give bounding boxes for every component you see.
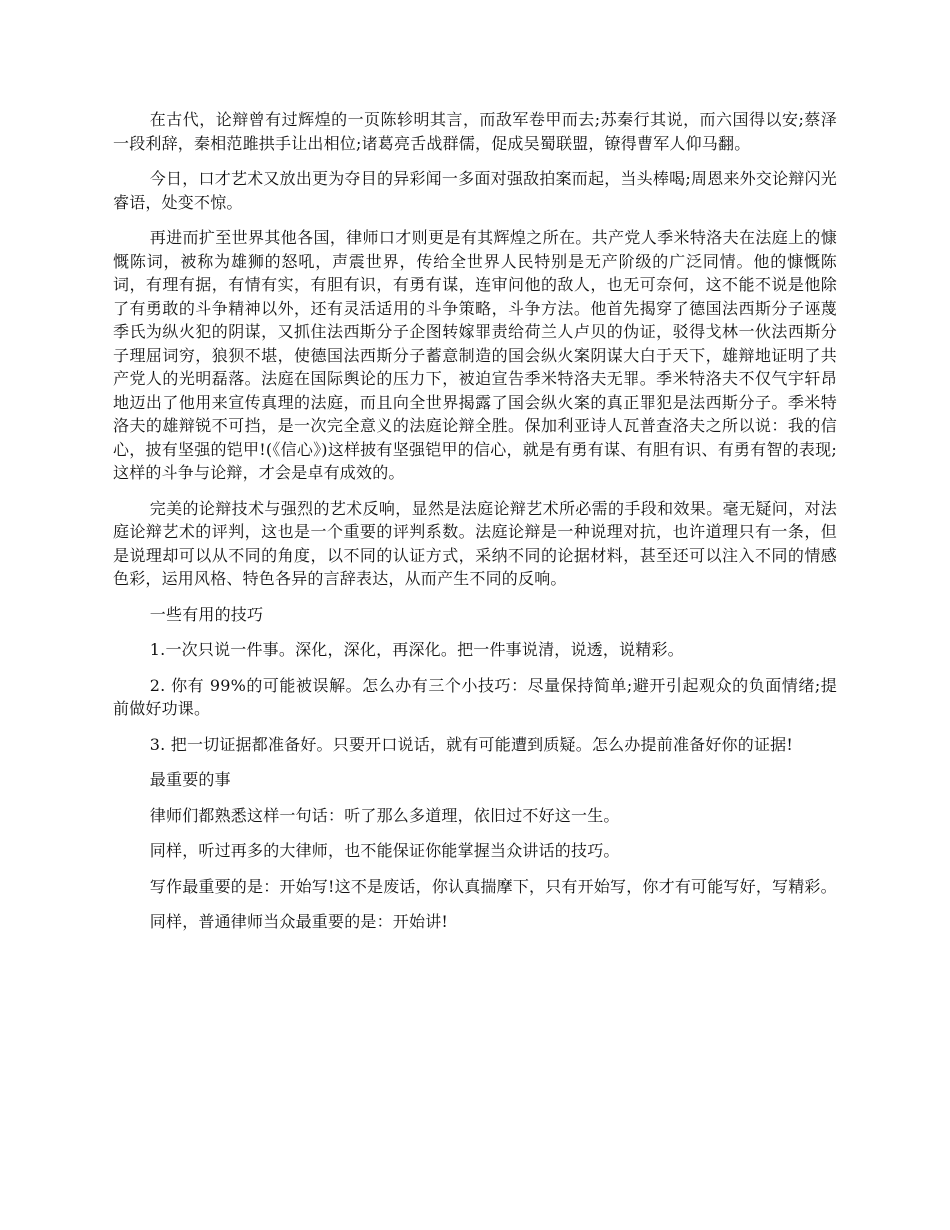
paragraph-modern-eloquence: 今日，口才艺术又放出更为夺目的异彩闻一多面对强敌拍案而起，当头棒喝;周恩来外交论辩闪光睿语，处变不惊。: [113, 169, 837, 212]
paragraph-start-speaking: 同样，普通律师当众最重要的是：开始讲!: [149, 912, 449, 931]
heading-most-important: 最重要的事: [149, 770, 231, 789]
paragraph-dimitrov-trial: 再进而扩至世界其他各国，律师口才则更是有其辉煌之所在。共产党人季米特洛夫在法庭上的慷慨陈词，被称为雄狮的怒吼，声震世界，传给全世界人民特别是无产阶级的广泛同情。他的慷慨陈词，有理有据，有情有实，有胆有识，有勇有谋，连审问他的敌人，也无可奈何，这不能不说是他除了有勇敢的斗争精神以外，还有灵活适用的斗争策略，斗争方法。他首先揭穿了德国法西斯分子诬蔑季氏为纵火犯的阴谋，又抓住法西斯分子企图转嫁罪责给荷兰人卢贝的伪证，驳得戈林一伙法西斯分子理屈词穷，狼狈不堪，使德国法西斯分子蓄意制造的国会纵火案阴谋大白于天下，雄辩地证明了共产党人的光明磊落。法庭在国际舆论的压力下，被迫宣告季米特洛夫无罪。季米特洛夫不仅气宇轩昂地迈出了他用来宣传真理的法庭，而且向全世界揭露了国会纵火案的真正罪犯是法西斯分子。季米特洛夫的雄辩锐不可挡，是一次完全意义的法庭论辩全胜。保加利亚诗人瓦普查洛夫之所以说：我的信心，披有坚强的铠甲!(《信心》)这样披有坚强铠甲的信心，就是有勇有谋、有胆有识、有勇有智的表现;这样的斗争与论辩，才会是卓有成效的。: [113, 228, 837, 482]
document-body: [113, 108, 837, 946]
tip-item-2: 2. 你有 99%的可能被误解。怎么办有三个小技巧：尽量保持简单;避开引起观众的负面情绪;提前做好功课。: [113, 675, 837, 718]
paragraph-ancient-debate: 在古代，论辩曾有过辉煌的一页陈轸明其言，而敌军卷甲而去;苏秦行其说，而六国得以安;蔡泽一段利辞，秦相范雎拱手让出相位;诸葛亮舌战群儒，促成吴蜀联盟，镣得曹军人仰马翻。: [113, 110, 837, 153]
tip-item-1: 1.一次只说一件事。深化，深化，再深化。把一件事说清，说透，说精彩。: [149, 640, 684, 659]
paragraph-listening-not-enough: 同样，听过再多的大律师，也不能保证你能掌握当众讲话的技巧。: [149, 841, 620, 860]
paragraph-start-writing: 写作最重要的是：开始写!这不是废话，你认真揣摩下，只有开始写，你才有可能写好，写精彩。: [149, 876, 837, 896]
heading-useful-tips: 一些有用的技巧: [149, 604, 264, 624]
paragraph-lawyer-saying: 律师们都熟悉这样一句话：听了那么多道理，依旧过不好这一生。: [149, 805, 620, 825]
paragraph-court-debate-art: 完美的论辩技术与强烈的艺术反响，显然是法庭论辩艺术所必需的手段和效果。毫无疑问，对法庭论辩艺术的评判，这也是一个重要的评判系数。法庭论辩是一种说理对抗，也许道理只有一条，但是说理却可以从不同的角度，以不同的认证方式，采纳不同的论据材料，甚至还可以注入不同的情感色彩，运用风格、特色各异的言辞表达，从而产生不同的反响。: [113, 498, 837, 588]
tip-item-3: 3. 把一切证据都准备好。只要开口说话，就有可能遭到质疑。怎么办提前准备好你的证据!: [149, 734, 793, 754]
